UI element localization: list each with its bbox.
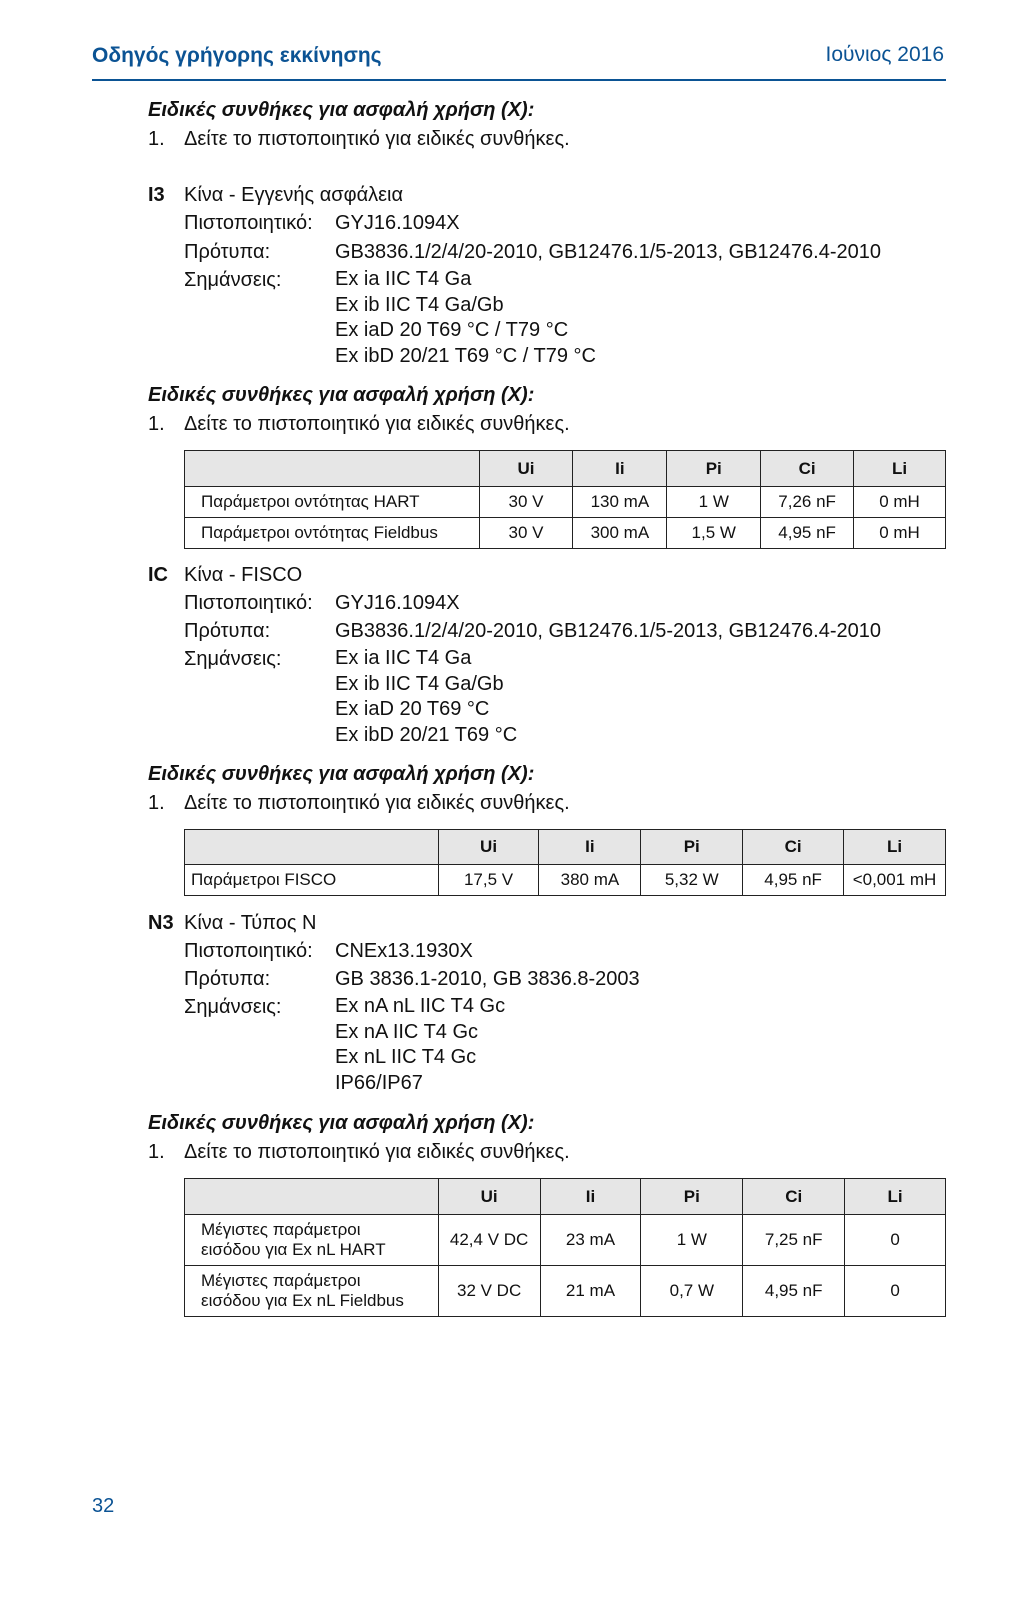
row-label: Παράμετροι οντότητας Fieldbus	[185, 518, 480, 549]
marking-item: Ex nA nL IIC T4 Gc	[335, 995, 506, 1017]
markings-list	[335, 267, 596, 369]
row-label	[185, 1215, 439, 1266]
markings-list	[335, 994, 505, 1096]
row-label-line: εισόδου για Ex nL Fieldbus	[201, 1291, 404, 1310]
marking-item: Ex ib IIC T4 Ga/Gb	[335, 672, 504, 695]
cell-pi: 1 W	[667, 487, 761, 518]
cell-ii: 380 mA	[539, 865, 641, 896]
markings-list	[335, 646, 517, 748]
row-label-line: Μέγιστες παράμετροι	[201, 1220, 361, 1239]
cell-li: 0 mH	[854, 487, 946, 518]
marking-item: Ex ibD 20/21 T69 °C	[335, 723, 518, 746]
table-row	[185, 1215, 946, 1266]
cell-pi: 0,7 W	[641, 1266, 743, 1317]
header-pi: Pi	[667, 451, 761, 487]
marking-item: Ex ia IIC T4 Ga	[335, 647, 472, 669]
standards-label: Πρότυπα:	[184, 968, 271, 990]
cell-ii: 21 mA	[540, 1266, 641, 1317]
condition-number: 1.	[148, 413, 165, 435]
special-conditions-heading: Ειδικές συνθήκες για ασφαλή χρήση (X):	[148, 99, 535, 121]
cell-li: 0	[845, 1266, 946, 1317]
certificate-label: Πιστοποιητικό:	[184, 212, 313, 234]
certificate-label: Πιστοποιητικό:	[184, 592, 313, 614]
cell-pi: 1,5 W	[667, 518, 761, 549]
special-conditions-heading: Ειδικές συνθήκες για ασφαλή χρήση (X):	[148, 384, 535, 406]
standards-label: Πρότυπα:	[184, 241, 271, 263]
certificate-value: GYJ16.1094X	[335, 592, 460, 614]
special-conditions-heading: Ειδικές συνθήκες για ασφαλή χρήση (X):	[148, 763, 535, 785]
marking-item: Ex nL IIC T4 Gc	[335, 1046, 477, 1068]
cell-ii: 300 mA	[573, 518, 667, 549]
header-ui: Ui	[438, 830, 539, 865]
header-ui: Ui	[438, 1179, 540, 1215]
markings-label: Σημάνσεις:	[184, 269, 282, 291]
section-title: Κίνα - Τύπος N	[184, 912, 317, 934]
document-date: Ιούνιος 2016	[825, 43, 944, 66]
row-label: Παράμετροι FISCO	[185, 865, 439, 896]
cell-ui: 32 V DC	[438, 1266, 540, 1317]
cell-pi: 1 W	[641, 1215, 743, 1266]
row-label: Παράμετροι οντότητας HART	[185, 487, 480, 518]
cell-li: <0,001 mH	[844, 865, 946, 896]
certificate-label: Πιστοποιητικό:	[184, 940, 313, 962]
marking-item: Ex iaD 20 T69 °C	[335, 698, 490, 720]
condition-number: 1.	[148, 128, 165, 150]
cell-pi: 5,32 W	[641, 865, 743, 896]
marking-item: Ex iaD 20 T69 °C / T79 °C	[335, 319, 569, 341]
marking-item: Ex ia IIC T4 Ga	[335, 268, 472, 290]
header-ci: Ci	[761, 451, 854, 487]
standards-label: Πρότυπα:	[184, 620, 271, 642]
marking-item: Ex ibD 20/21 T69 °C / T79 °C	[335, 344, 596, 367]
cell-ui: 30 V	[479, 487, 573, 518]
header-empty-cell	[185, 830, 439, 865]
header-ii: Ii	[539, 830, 641, 865]
type-n-parameters-table	[184, 1178, 946, 1317]
cell-li: 0	[845, 1215, 946, 1266]
header-empty-cell	[185, 451, 480, 487]
cell-ui: 42,4 V DC	[438, 1215, 540, 1266]
header-ii: Ii	[573, 451, 667, 487]
cell-ci: 7,25 nF	[743, 1215, 845, 1266]
header-li: Li	[854, 451, 946, 487]
section-code: IC	[148, 564, 168, 586]
fisco-parameters-table	[184, 829, 946, 896]
marking-item: Ex ib IIC T4 Ga/Gb	[335, 293, 504, 316]
cell-ci: 4,95 nF	[743, 1266, 845, 1317]
special-conditions-heading: Ειδικές συνθήκες για ασφαλή χρήση (X):	[148, 1112, 535, 1134]
header-li: Li	[844, 830, 946, 865]
section-title: Κίνα - Εγγενής ασφάλεια	[184, 184, 404, 206]
row-label	[185, 1266, 439, 1317]
certificate-value: GYJ16.1094X	[335, 212, 460, 234]
cell-ii: 130 mA	[573, 487, 667, 518]
section-code: N3	[148, 912, 174, 934]
standards-value: GB3836.1/2/4/20-2010, GB12476.1/5-2013, GB12476.4-2010	[335, 620, 881, 642]
header-li: Li	[845, 1179, 946, 1215]
cell-li: 0 mH	[854, 518, 946, 549]
header-ii: Ii	[540, 1179, 641, 1215]
marking-item: IP66/IP67	[335, 1071, 423, 1094]
document-title: Οδηγός γρήγορης εκκίνησης	[92, 44, 382, 67]
condition-text: Δείτε το πιστοποιητικό για ειδικές συνθήκες.	[184, 128, 570, 150]
standards-value: GB3836.1/2/4/20-2010, GB12476.1/5-2013, GB12476.4-2010	[335, 241, 881, 263]
header-divider	[92, 79, 946, 81]
entity-parameters-table	[184, 450, 946, 549]
row-label-line: Μέγιστες παράμετροι	[201, 1271, 361, 1290]
cell-ui: 17,5 V	[438, 865, 539, 896]
section-title: Κίνα - FISCO	[184, 564, 303, 586]
condition-number: 1.	[148, 1141, 165, 1163]
header-ui: Ui	[479, 451, 573, 487]
condition-text: Δείτε το πιστοποιητικό για ειδικές συνθήκες.	[184, 1141, 570, 1163]
table-row	[185, 865, 946, 896]
condition-text: Δείτε το πιστοποιητικό για ειδικές συνθήκες.	[184, 413, 570, 435]
header-pi: Pi	[641, 1179, 743, 1215]
header-ci: Ci	[743, 1179, 845, 1215]
markings-label: Σημάνσεις:	[184, 996, 282, 1018]
certificate-value: CNEx13.1930X	[335, 940, 473, 962]
cell-ci: 4,95 nF	[761, 518, 854, 549]
cell-ui: 30 V	[479, 518, 573, 549]
marking-item: Ex nA IIC T4 Gc	[335, 1020, 479, 1043]
table-row	[185, 487, 946, 518]
header-ci: Ci	[743, 830, 844, 865]
condition-number: 1.	[148, 792, 165, 814]
cell-ii: 23 mA	[540, 1215, 641, 1266]
header-pi: Pi	[641, 830, 743, 865]
row-label-line: εισόδου για Ex nL HART	[201, 1240, 386, 1259]
condition-text: Δείτε το πιστοποιητικό για ειδικές συνθήκες.	[184, 792, 570, 814]
table-row	[185, 1266, 946, 1317]
page-number: 32	[92, 1495, 115, 1517]
section-code: I3	[148, 184, 165, 206]
markings-label: Σημάνσεις:	[184, 648, 282, 670]
header-empty-cell	[185, 1179, 439, 1215]
table-row	[185, 518, 946, 549]
standards-value: GB 3836.1-2010, GB 3836.8-2003	[335, 968, 640, 990]
cell-ci: 4,95 nF	[743, 865, 844, 896]
cell-ci: 7,26 nF	[761, 487, 854, 518]
